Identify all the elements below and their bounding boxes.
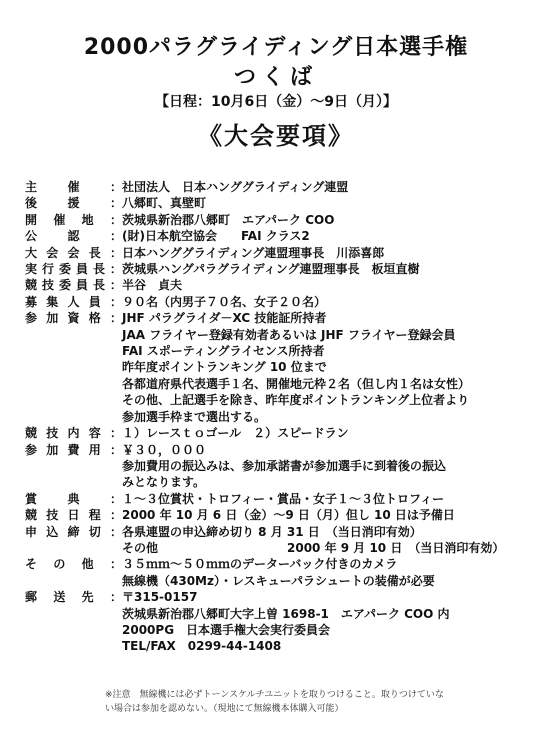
guideline-value: (財)日本航空協会 FAI クラス2 [122, 229, 310, 244]
guideline-value: １〜３位賞状・トロフィー・賞品・女子１〜３位トロフィー [122, 491, 445, 506]
guideline-row [25, 195, 545, 211]
guideline-row [25, 294, 545, 310]
guideline-row [25, 245, 545, 261]
guideline-row [25, 524, 545, 540]
guideline-label: 後 援 ： [25, 196, 122, 211]
guideline-label: そ の 他 ： [25, 557, 122, 572]
guideline-label: 大 会 会 長 ： [25, 245, 122, 260]
guideline-value: 八郷町、真壁町 [122, 196, 207, 211]
guideline-row [25, 556, 545, 572]
guidelines-list [25, 179, 545, 655]
guideline-value-continued: 各都道府県代表選手１名、開催地元枠２名（但し内１名は女性） [122, 376, 471, 391]
guideline-value-continued: 2000PG 日本選手権大会実行委員会 [122, 622, 331, 637]
guideline-label: 郵 送 先 ： [25, 590, 122, 605]
guideline-label: 開 催 地 ： [25, 212, 122, 227]
guideline-row [25, 228, 545, 244]
guideline-label: 主 催 ： [25, 180, 122, 194]
section-heading: 《大会要項》 [198, 122, 354, 150]
guideline-value: ￥３０，０００ [122, 442, 207, 457]
guideline-value-continued: その他、上記選手を除き、昨年度ポイントランキング上位者より [122, 393, 470, 408]
location-title: つくば [233, 65, 318, 90]
subrow-label: その他 [122, 540, 159, 555]
footnote-line-1: ※注意 無線機には必ずトーンスケルチユニットを取りつけること。取りつけていな [105, 690, 444, 700]
guideline-value: １）レースｔｏゴール ２）スピードラン [122, 426, 349, 441]
guideline-value-continued: 参加選手枠まで選出する。 [122, 409, 267, 424]
guideline-label: 参 加 費 用 ： [25, 442, 122, 457]
guideline-value: 半谷 貞夫 [122, 278, 183, 293]
guideline-value-continued: 茨城県新治郡八郷町大字上曽 1698-1 エアパーク COO 内 [122, 606, 450, 621]
guideline-label: 賞 典 ： [25, 491, 122, 506]
guideline-value: 〒315-0157 [122, 590, 198, 605]
document-title: 2000パラグライディング日本選手権 [83, 35, 469, 60]
guideline-row [25, 179, 545, 195]
guideline-value-continued: 昨年度ポイントランキング 10 位まで [122, 360, 327, 375]
guideline-value: 2000 年 10 月 6 日（金）〜9 日（月）但し 10 日は予備日 [122, 508, 455, 523]
guideline-row [25, 491, 545, 507]
guideline-value: JHF パラグライダ－XC 技能証所持者 [122, 311, 327, 326]
guideline-value: 茨城県新治郡八郷町 エアパーク COO [122, 212, 335, 227]
guideline-label: 公 認 ： [25, 229, 122, 244]
guideline-row [25, 261, 545, 277]
guideline-label: 競 技 日 程 ： [25, 508, 122, 523]
guideline-value: ９０名（内男子７０名、女子２０名） [122, 294, 327, 309]
guideline-row [25, 589, 545, 605]
guideline-value-continued: 参加費用の振込みは、参加承諾書が参加選手に到着後の振込 [122, 458, 447, 473]
guideline-label: 参 加 資 格 ： [25, 311, 122, 326]
guideline-value-continued: みとなります。 [122, 475, 206, 490]
guideline-subrow [25, 540, 545, 556]
subrow-value: 2000 年 9 月 10 日 （当日消印有効） [287, 540, 505, 555]
guideline-value: 茨城県ハングパラグライディング連盟理事長 板垣直樹 [122, 262, 420, 277]
guideline-row [25, 442, 545, 458]
guideline-row [25, 277, 545, 293]
schedule-banner: 【日程：10月6日（金）〜9日（月）】 [155, 94, 397, 110]
guideline-value-continued: TEL/FAX 0299-44-1408 [122, 639, 282, 654]
guideline-value-continued: JAA フライヤー登録有効者あるいは JHF フライヤー登録会員 [122, 327, 456, 342]
guideline-label: 募 集 人 員 ： [25, 294, 122, 309]
guideline-value-continued: 無線機（430Mz）・レスキューパラシュートの装備が必要 [122, 573, 435, 588]
guideline-row [25, 425, 545, 441]
guideline-row [25, 212, 545, 228]
guideline-row [25, 310, 545, 326]
guideline-label: 競 技 委 員 長 ： [25, 278, 122, 293]
footnote [105, 688, 545, 716]
guideline-value: 各県連盟の申込締め切り 8 月 31 日 （当日消印有効） [122, 524, 422, 539]
guideline-value: ３５ｍｍ〜５０ｍｍのデーターバック付きのカメラ [122, 557, 398, 572]
guideline-label: 実 行 委 員 長 ： [25, 262, 122, 277]
guideline-value: 社団法人 日本ハンググライディング連盟 [122, 180, 349, 194]
guideline-label: 申 込 締 切 ： [25, 524, 122, 539]
guideline-label: 競 技 内 容 ： [25, 426, 122, 441]
guideline-value: 日本ハンググライディング連盟理事長 川添喜郎 [122, 245, 385, 260]
guideline-value-continued: FAI スポーティングライセンス所持者 [122, 344, 325, 359]
guideline-row [25, 507, 545, 523]
footnote-line-2: い場合は参加を認めない。（現地にて無線機本体購入可能） [105, 704, 344, 714]
